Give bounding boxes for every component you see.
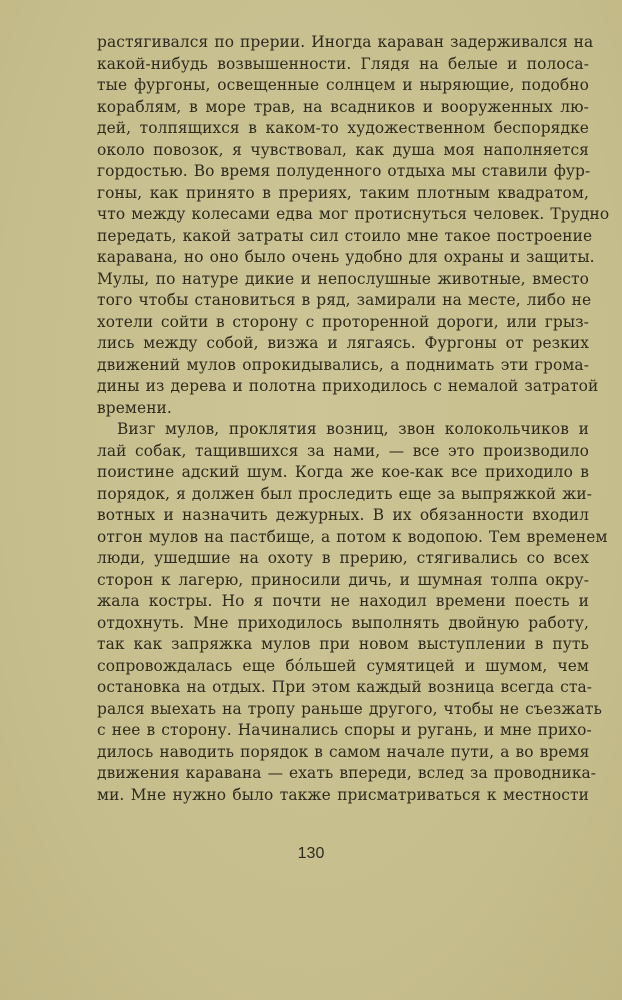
text-line: хотели сойти в сторону с проторенной дороги, или грыз-	[97, 312, 589, 331]
text-line: около повозок, я чувствовал, как душа моя наполняется	[97, 140, 589, 159]
text-line: времени.	[97, 398, 172, 417]
text-line: движения каравана — ехать впереди, вслед за проводника-	[97, 764, 597, 782]
text-line: что между колесами едва мог протиснуться человек. Трудно	[97, 205, 610, 223]
text-line: кораблям, в море трав, на всадников и вооруженных лю-	[97, 97, 589, 116]
text-line: Визг мулов, проклятия возниц, звон колокольчиков и	[117, 420, 589, 438]
text-line: гоны, как принято в прериях, таким плотным квадратом,	[97, 183, 589, 202]
text-line: дей, толпящихся в каком-то художественном беспорядке	[97, 119, 589, 137]
text-line: движений мулов опрокидывались, а поднимать эти грома-	[97, 355, 589, 374]
text-line: лай собак, тащившихся за нами, — все это производило	[97, 441, 589, 460]
text-line: тые фургоны, освещенные солнцем и ныряющие, подобно	[97, 76, 589, 94]
text-line: порядок, я должен был проследить еще за выпряжкой жи-	[97, 484, 593, 503]
text-line: остановка на отдых. При этом каждый возница всегда ста-	[97, 678, 593, 696]
text-line: дилось наводить порядок в самом начале пути, а во время	[97, 742, 590, 761]
text-line: ми. Мне нужно было также присматриваться к местности	[97, 785, 589, 804]
text-line: так как запряжка мулов при новом выступлении в путь	[97, 635, 589, 653]
text-line: с нее в сторону. Начинались споры и ругань, и мне прихо-	[97, 721, 592, 739]
page-text-block	[97, 32, 610, 806]
text-line: растягивался по прерии. Иногда караван задерживался на	[97, 33, 594, 51]
page-number: 130	[297, 845, 325, 862]
paragraph-2	[97, 419, 608, 806]
text-line: какой-нибудь возвышенности. Глядя на белые и полоса-	[97, 54, 589, 73]
text-line: сторон к лагерю, приносили дичь, и шумная толпа окру-	[97, 570, 589, 589]
text-line: Мулы, по натуре дикие и непослушные животные, вместо	[97, 269, 589, 288]
text-line: лись между собой, визжа и лягаясь. Фургоны от резких	[97, 334, 589, 352]
text-line: вотных и назначить дежурных. В их обязанности входил	[97, 506, 589, 524]
text-line: рался выехать на тропу раньше другого, чтобы не съезжать	[97, 699, 603, 718]
text-line: передать, какой затраты сил стоило мне такое построение	[97, 226, 593, 245]
text-line: отдохнуть. Мне приходилось выполнять двойную работу,	[97, 613, 589, 632]
text-line: поистине адский шум. Когда же кое-как все приходило в	[97, 463, 589, 481]
text-line: дины из дерева и полотна приходилось с немалой затратой	[97, 377, 599, 395]
text-line: люди, ушедшие на охоту в прерию, стягивались со всех	[97, 549, 589, 567]
text-line: сопровождалась еще бо́льшей сумятицей и шумом, чем	[97, 656, 589, 675]
text-line: жала костры. Но я почти не находил времени поесть и	[97, 592, 589, 610]
text-line: гордостью. Во время полуденного отдыха мы ставили фур-	[97, 162, 591, 180]
text-line: того чтобы становиться в ряд, замирали на месте, либо не	[97, 291, 592, 309]
paragraph-1	[97, 32, 610, 419]
text-line: каравана, но оно было очень удобно для охраны и защиты.	[97, 248, 595, 266]
text-line: отгон мулов на пастбище, а потом к водопою. Тем временем	[97, 527, 608, 546]
